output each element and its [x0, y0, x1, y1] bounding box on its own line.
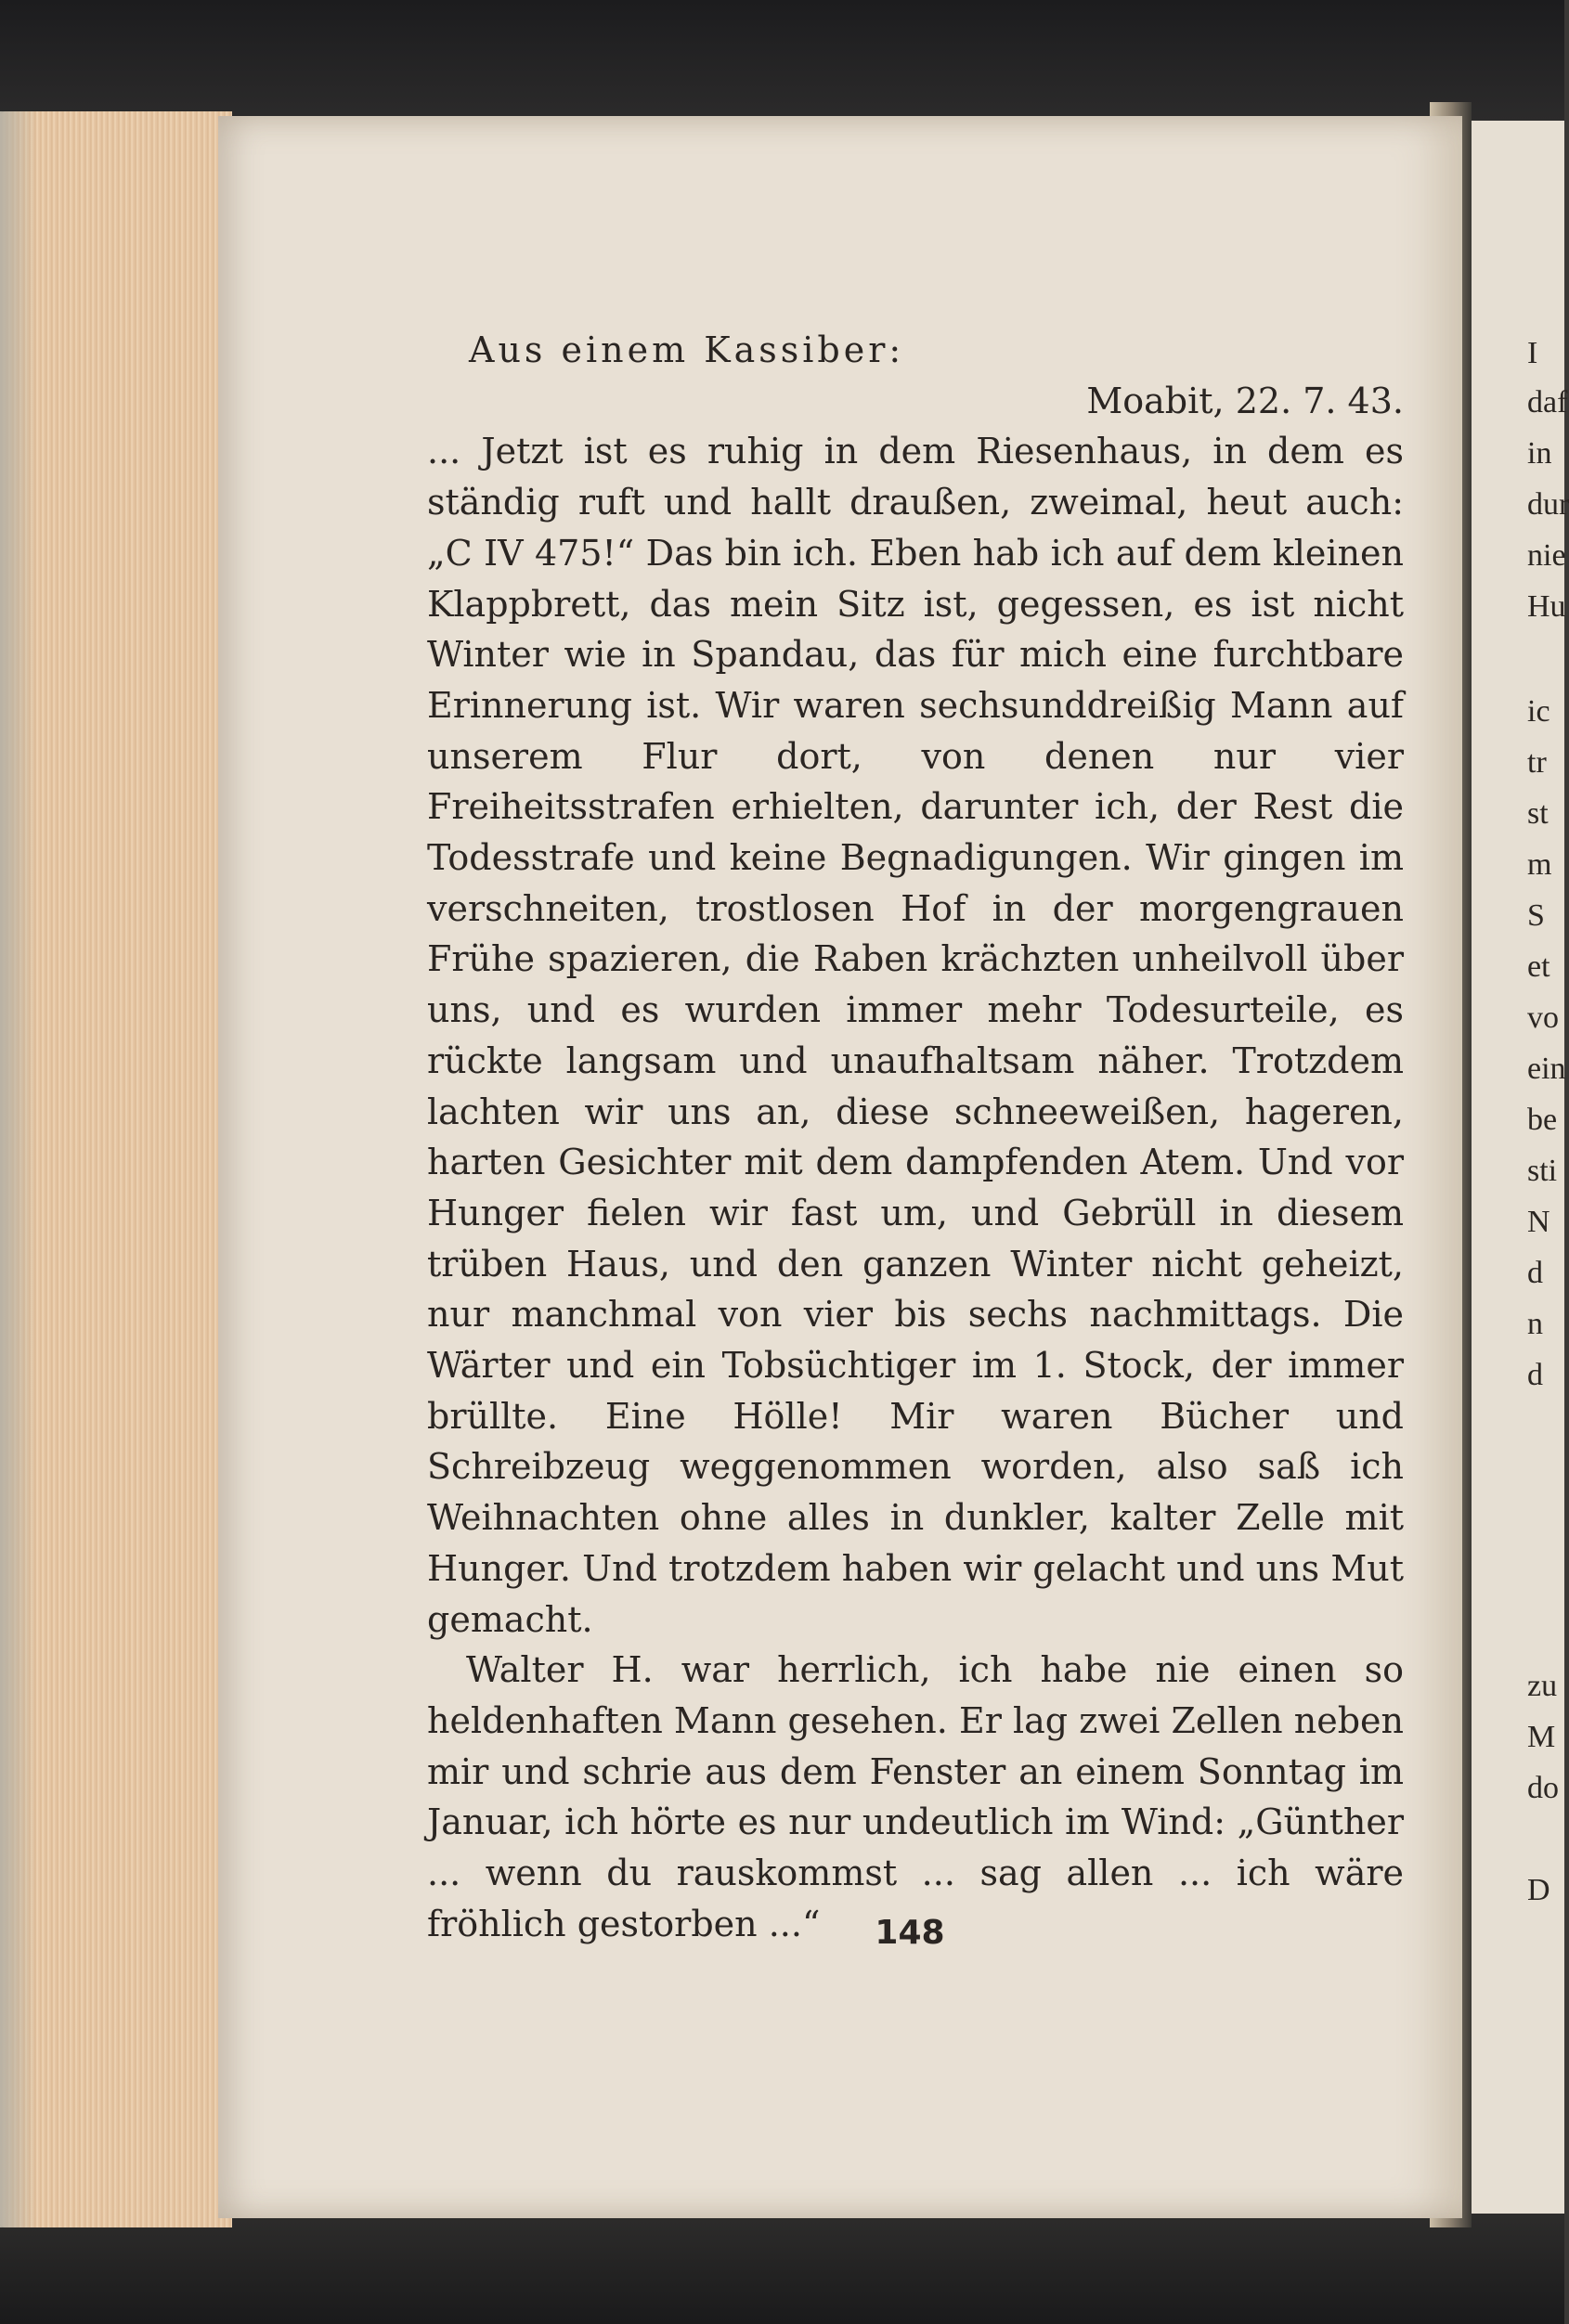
adjacent-text-fragment: nie	[1527, 538, 1566, 573]
page-number: 148	[875, 1914, 945, 1952]
adjacent-text-fragment: tr	[1527, 745, 1547, 780]
adjacent-text-fragment: n	[1527, 1307, 1543, 1341]
adjacent-text-fragment: S	[1527, 898, 1545, 933]
adjacent-text-fragment: ein	[1527, 1052, 1566, 1086]
adjacent-text-fragment: M	[1527, 1720, 1556, 1754]
adjacent-text-fragment: N	[1527, 1205, 1550, 1239]
adjacent-text-fragment: zu	[1527, 1669, 1558, 1703]
adjacent-text-fragment: in	[1527, 436, 1552, 471]
adjacent-text-fragment: dur	[1527, 487, 1569, 522]
adjacent-text-fragment: Hu	[1527, 589, 1566, 624]
adjacent-text-fragment: I	[1527, 336, 1538, 370]
adjacent-text-fragment: st	[1527, 796, 1549, 831]
adjacent-page	[1472, 121, 1569, 2214]
adjacent-text-fragment: daf	[1527, 385, 1568, 420]
adjacent-text-fragment: et	[1527, 949, 1550, 984]
adjacent-text-fragment: sti	[1527, 1154, 1558, 1188]
background-top	[0, 0, 1564, 130]
adjacent-text-fragment: be	[1527, 1103, 1558, 1137]
paragraph: Walter H. war herrlich, ich habe nie einen so heldenhaften Mann gesehen. Er lag zwei Zellen neben mir und schrie aus dem Fenster an einem Sonntag im Januar, ich hörte es nur undeutlich im Wind: „Günther ... wenn du rauskommst ... sag allen ... ich wäre fröhlich gestorben ...“	[427, 1649, 1404, 1944]
adjacent-text-fragment: ic	[1527, 694, 1550, 729]
page-stack-edges	[0, 111, 232, 2227]
section-heading: Aus einem Kassiber:	[469, 329, 905, 370]
background-bottom	[0, 2209, 1564, 2324]
adjacent-text-fragment: do	[1527, 1771, 1559, 1805]
adjacent-text-fragment: m	[1527, 847, 1552, 882]
adjacent-text-fragment: d	[1527, 1256, 1543, 1290]
adjacent-text-fragment: D	[1527, 1873, 1550, 1907]
paragraph: ... Jetzt ist es ruhig in dem Riesenhaus, in dem es ständig ruft und hallt draußen, zweimal, heut auch: „C IV 475!“ Das bin ich. Eben hab ich auf dem kleinen Klappbrett, das mein Sitz ist, gegessen, es ist nicht Winter wie in Spandau, das für mich eine furchtbare Erinnerung ist. Wir waren sechsunddreißig Mann auf unserem Flur dort, von denen nur vier Freiheitsstrafen erhielten, darunter ich, der Rest die Todesstrafe und keine Begnadigungen. Wir gingen im verschneiten, trostlosen Hof in der morgengrauen Frühe spazieren, die Raben krächzten unheilvoll über uns, und es wurden immer mehr Todesurteile, es rückte langsam und unaufhaltsam näher. Trotzdem lachten wir uns an, diese schneeweißen, hageren, harten Gesichter mit dem dampfenden Atem. Und vor Hunger fielen wir fast um, und Gebrüll in diesem trüben Haus, und den ganzen Winter nicht geheizt, nur manchmal von vier bis sechs nachmittags. Die Wärter und ein Tobsüchtiger im 1. Stock, der immer brüllte. Eine Hölle! Mir waren Bücher und Schreibzeug weggenommen worden, also saß ich Weihnachten ohne alles in dunkler, kalter Zelle mit Hunger. Und trotzdem haben wir gelacht und uns Mut gemacht.	[427, 431, 1404, 1640]
page-text	[427, 325, 1404, 1950]
adjacent-text-fragment: d	[1527, 1358, 1543, 1392]
adjacent-text-fragment: vo	[1527, 1001, 1559, 1035]
dateline: Moabit, 22. 7. 43.	[1086, 380, 1404, 421]
